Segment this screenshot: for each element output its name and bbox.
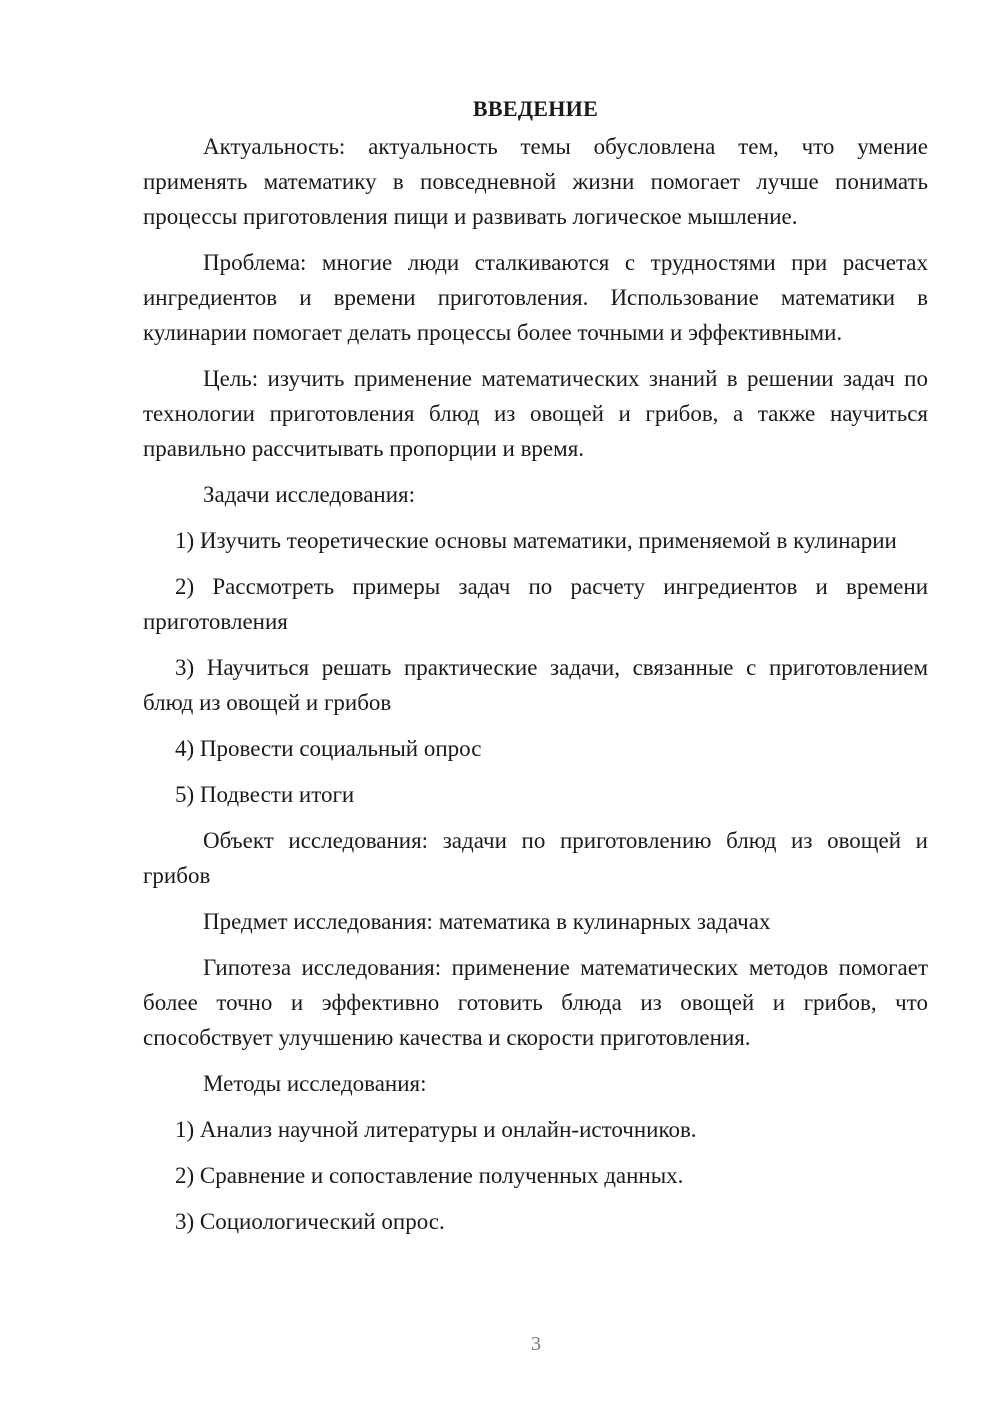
- hypothesis-paragraph: Гипотеза исследования: применение математических методов помогает более точно и эффективно готовить блюда из овощей и грибов, что способствует улучшению качества и скорости приготовления.: [143, 955, 928, 1050]
- page-content: [143, 92, 928, 1250]
- subject-paragraph: Предмет исследования: математика в кулинарных задачах: [203, 909, 771, 934]
- method-item: 3) Социологический опрос.: [175, 1209, 445, 1234]
- method-item: 2) Сравнение и сопоставление полученных данных.: [175, 1163, 684, 1188]
- task-item: 3) Научиться решать практические задачи, связанные с приготовлением блюд из овощей и грибов: [143, 655, 928, 715]
- task-item: 5) Подвести итоги: [175, 782, 355, 807]
- methods-heading: Методы исследования:: [203, 1071, 427, 1096]
- task-item: 2) Рассмотреть примеры задач по расчету ингредиентов и времени приготовления: [143, 574, 928, 634]
- problem-paragraph: Проблема: многие люди сталкиваются с трудностями при расчетах ингредиентов и времени приготовления. Использование математики в кулинарии помогает делать процессы более точными и эффективными.: [143, 250, 928, 345]
- task-item: 1) Изучить теоретические основы математики, применяемой в кулинарии: [175, 528, 897, 553]
- tasks-heading: Задачи исследования:: [203, 482, 416, 507]
- page-number: 3: [531, 1333, 541, 1355]
- task-item: 4) Провести социальный опрос: [175, 736, 482, 761]
- section-title: ВВЕДЕНИЕ: [472, 96, 599, 121]
- method-item: 1) Анализ научной литературы и онлайн-источников.: [175, 1117, 697, 1142]
- object-paragraph: Объект исследования: задачи по приготовлению блюд из овощей и грибов: [143, 828, 928, 888]
- goal-paragraph: Цель: изучить применение математических знаний в решении задач по технологии приготовления блюд из овощей и грибов, а также научиться правильно рассчитывать пропорции и время.: [143, 366, 928, 461]
- relevance-paragraph: Актуальность: актуальность темы обусловлена тем, что умение применять математику в повседневной жизни помогает лучше понимать процессы приготовления пищи и развивать логическое мышление.: [143, 134, 928, 229]
